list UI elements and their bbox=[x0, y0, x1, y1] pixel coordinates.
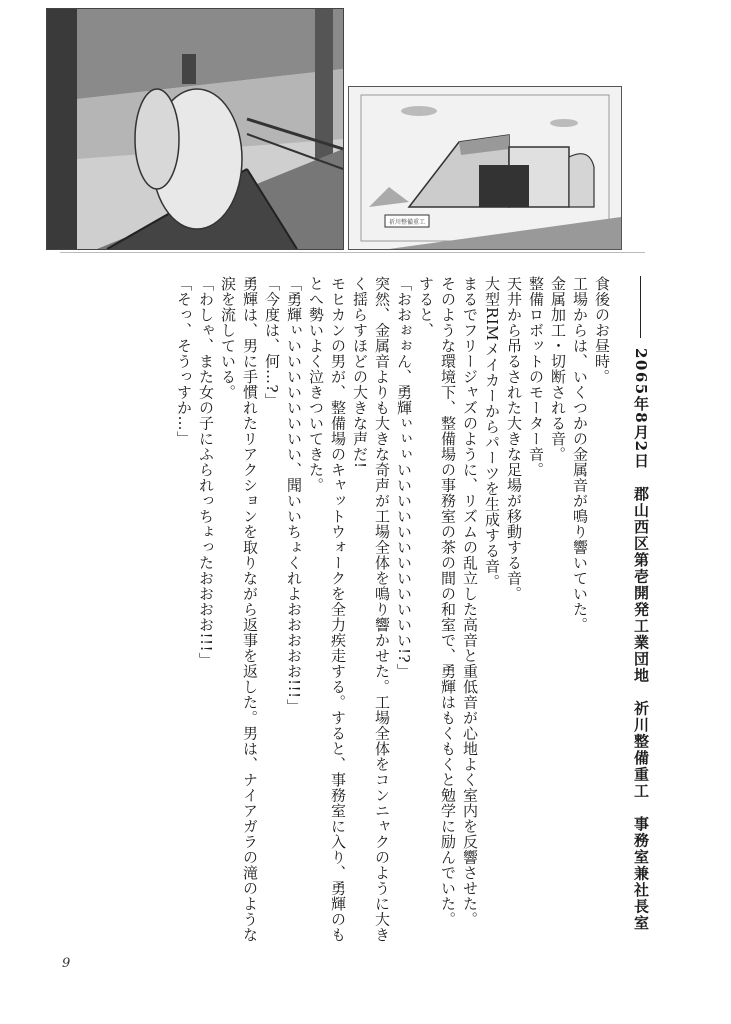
page-number: 9 bbox=[62, 956, 71, 971]
illustration-separator bbox=[60, 252, 645, 253]
text-line: 勇輝は、男に手慣れたリアクションを取りながら返事を返した。男は、ナイアガラの滝のような bbox=[241, 276, 259, 943]
text-line: とへ勢いよく泣きついてきた。 bbox=[307, 276, 325, 493]
factory-interior-illustration bbox=[46, 8, 344, 250]
scene-header-line: 2065年8月2日 郡山西区第壱開発工業団地 祈川整備重工 事務室兼社長室 bbox=[631, 276, 650, 956]
text-line: モヒカンの男が、整備場のキャットウォークを全力疾走する。すると、事務室に入り、勇輝のも bbox=[329, 276, 347, 943]
text-line: 整備ロボットのモーター音。 bbox=[527, 276, 545, 478]
text-line: 金属加工・切断される音。 bbox=[549, 276, 567, 462]
text-line: 食後のお昼時。 bbox=[593, 276, 611, 385]
blank-line bbox=[614, 276, 628, 956]
text-line: 工場からは、いくつかの金属音が鳴り響いていた。 bbox=[571, 276, 589, 633]
text-line: 突然、金属音よりも大きな奇声が工場全体を鳴り響かせた。工場全体をコンニャクのように大き bbox=[373, 276, 391, 943]
text-line: 「勇輝ぃいいいいいいいい、聞いいちょくれよおおおおお!!!」 bbox=[285, 276, 303, 715]
factory-exterior-drawing bbox=[349, 87, 621, 249]
text-line: まるでフリージャズのように、リズムの乱立した高音と重低音が心地よく室内を反響させた。 bbox=[461, 276, 479, 927]
text-line: 「わしゃ、また女の子にふられっちょったおおおお!!!」 bbox=[197, 276, 215, 668]
factory-exterior-illustration bbox=[348, 86, 622, 250]
header-rule bbox=[640, 276, 641, 338]
factory-sign-text: 祈川整備重工 bbox=[388, 219, 426, 226]
body-text bbox=[60, 276, 650, 956]
text-line: 「そっ、そうっすか…」 bbox=[175, 276, 193, 447]
text-line: そのような環境下、整備場の事務室の茶の間の和室で、勇輝はもくもくと勉学に励んでいた。 bbox=[439, 276, 457, 927]
text-line: 天井から吊るされた大きな足場が移動する音。 bbox=[505, 276, 523, 602]
text-line: く揺らすほどの大きな声だ! bbox=[351, 276, 369, 469]
text-line: 「今度は、何…?」 bbox=[263, 276, 281, 409]
text-line: 涙を流している。 bbox=[219, 276, 237, 400]
text-line: すると、 bbox=[417, 276, 435, 338]
factory-interior-drawing bbox=[47, 9, 343, 249]
text-line: 大型RIMメイカーからパーツを生成する音。 bbox=[483, 276, 501, 590]
text-line: 「おおぉぉん、勇輝ぃぃぃいいいいいいいいいいいい!?」 bbox=[395, 276, 413, 679]
